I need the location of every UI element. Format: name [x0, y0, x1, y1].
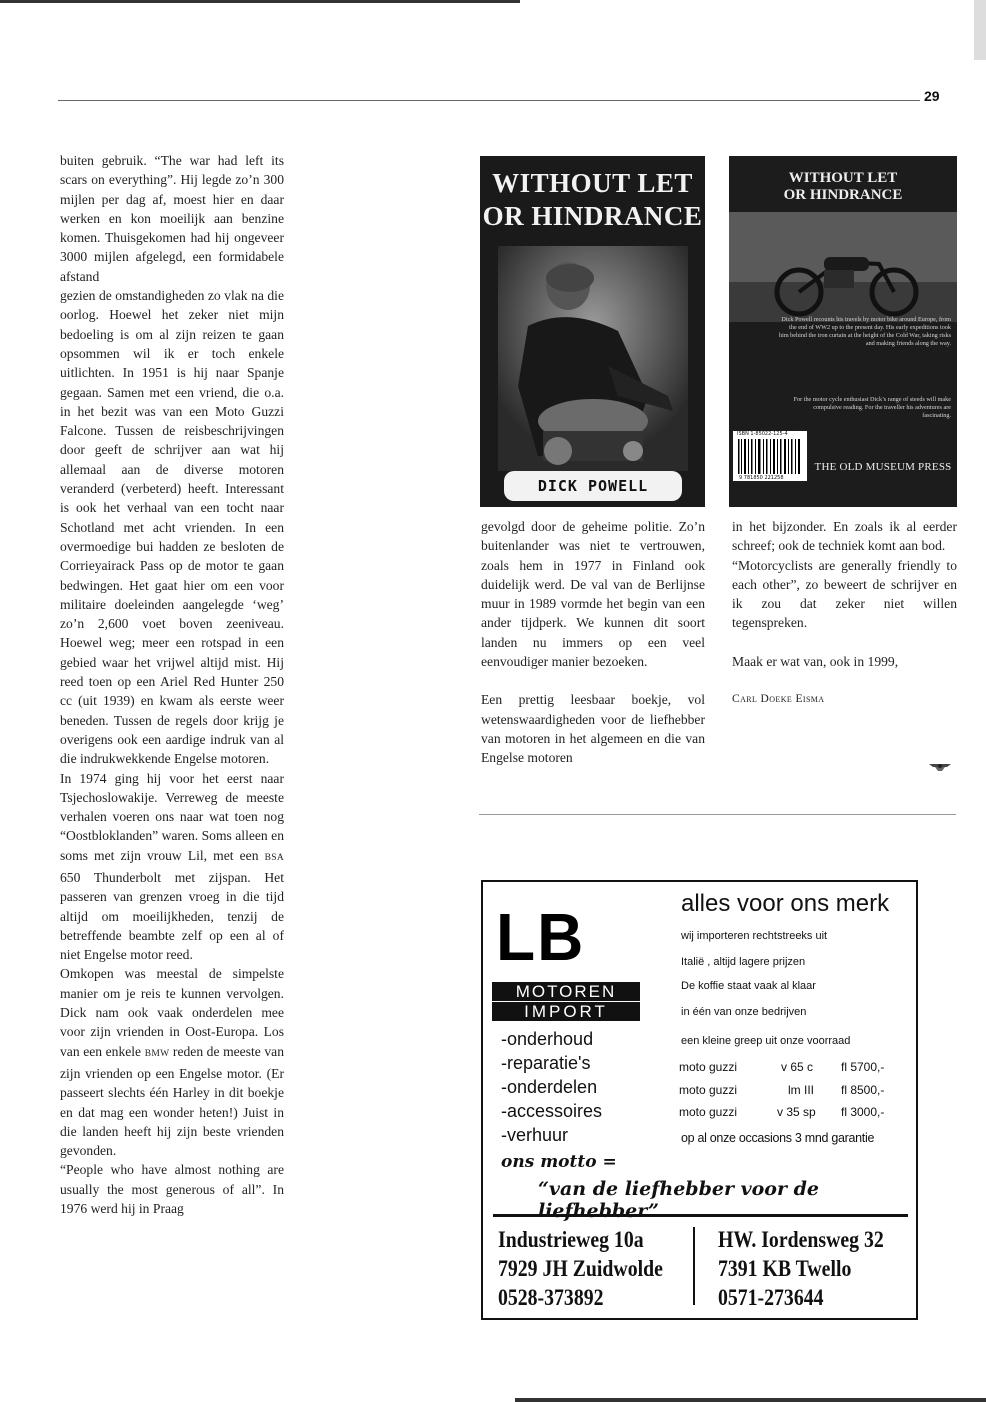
- section-divider: [479, 814, 956, 815]
- service-item: -reparatie's: [501, 1053, 591, 1073]
- dealer-advertisement: [481, 880, 918, 1320]
- back-title-line1: WITHOUT LET: [788, 170, 898, 186]
- address-phone: 0571-273644: [718, 1285, 824, 1310]
- address-phone: 0528-373892: [498, 1285, 604, 1310]
- price-brand: moto guzzi: [679, 1105, 738, 1119]
- rider-photo: [498, 246, 688, 507]
- page-number: 29: [924, 88, 940, 104]
- paragraph: Maak er wat van, ook in 1999,: [732, 653, 899, 669]
- price-value: fl 3000,-: [841, 1105, 885, 1119]
- bmw-abbrev: BMW: [144, 1048, 170, 1059]
- paragraph: gezien de omstandigheden zo vlak na die oorlog. Hoewel het zeker niet mijn bedoeling is om al zijn reizen te gaan opsommen wil ik er toch enkele uitlichten. In 1951 is hij naar Spanje gegaan. Samen met een vriend, die o.a. in het bezit was van een Moto Guzzi Falcone. Tussen de reisbeschrijvingen door geeft de schrijver aan wat hij allemaal aan de diverse motoren veranderd (verbeterd) heeft. Interessant is ook het verhaal van een tocht naar Schotland met acht vrienden. In een overmoedige bui hadden ze besloten de Corrieyairack Pass op de motor te gaan bedwingen. Het gaat hier om een voor militaire doeleinden aangelegde ‘weg’ zo’n 2,600 voet boven zeeniveau. Hoewel weg; meer een rotspad in een gebied waar het vrijwel altijd mist. Hij reed toen op een Ariel Red Hunter 250 cc (uit 1939) en kwam als eerste weer beneden. Tussen de regels door krijg je overigens ook een aardige indruk van al die indrukwekkende Engelse motoren.: [60, 288, 284, 767]
- book-front-cover: [480, 156, 705, 507]
- winged-logo-icon: [928, 760, 952, 774]
- paragraph: buiten gebruik. “The war had left its scars on everything”. Hij legde zo’n 300 mijlen per dag af, moest hier en daar werken en kon moeilijk aan benzine komen. Thuisgekomen had hij ongeveer 3000 mijlen afgelegd, een formidabele afstand: [60, 153, 284, 284]
- address-city: 7929 JH Zuidwolde: [498, 1256, 663, 1281]
- motto-label: ons motto =: [501, 1152, 617, 1172]
- book-back-cover: [729, 156, 957, 507]
- ad-text-line: De koffie staat vaak al klaar: [681, 980, 816, 992]
- ad-text-line: een kleine greep uit onze voorraad: [681, 1035, 851, 1047]
- motorcycle-photo: [729, 212, 957, 322]
- price-model: lm III: [788, 1083, 814, 1097]
- paragraph: Omkopen was meestal de simpelste manier om je reis te kunnen vervolgen. Dick nam ook vaak onderdelen mee voor zijn vrienden in Oost-Europa. Los van een enkele BMW reden de meeste van zijn vrienden op een Engelse motor. (Er passeert slechts één Harley in dit boekje en dat mag een wonder heten!) Juist in die landen heeft hij zijn beste vrienden gevonden.: [60, 966, 285, 1159]
- book-title-line1: WITHOUT LET: [492, 168, 693, 198]
- address-street: Industrieweg 10a: [498, 1227, 644, 1252]
- price-model: v 35 sp: [777, 1105, 816, 1119]
- book-title-line2: OR HINDRANCE: [482, 201, 703, 231]
- publisher: THE OLD MUSEUM PRESS: [814, 461, 952, 473]
- ad-divider: [493, 1214, 908, 1217]
- paragraph: “People who have almost nothing are usually the most generous of all”. In 1976 werd hij in Praag: [60, 1162, 284, 1217]
- header-rule: [58, 100, 920, 101]
- motto-text: “van de liefhebber voor de liefhebber”: [538, 1178, 819, 1222]
- price-model: v 65 c: [781, 1060, 814, 1074]
- scan-edge-bottom: [515, 1398, 986, 1402]
- ad-text-line: Italië , altijd lagere prijzen: [681, 956, 806, 968]
- ad-text-line: wij importeren rechtstreeks uit: [681, 930, 828, 942]
- price-brand: moto guzzi: [679, 1083, 738, 1097]
- scan-edge-right: [974, 0, 986, 60]
- logo-bar-import: IMPORT: [492, 1002, 640, 1021]
- service-item: -accessoires: [501, 1101, 603, 1121]
- back-blurb-2: For the motor cycle enthusiast Dick’s range of steeds will make compulsive reading. For the traveller his adventures are fascinating.: [793, 396, 951, 419]
- lb-logo: LB: [496, 899, 586, 975]
- paragraph: In 1974 ging hij voor het eerst naar Tsjechoslowakije. Verreweg de meeste verhalen voeren ons naar wat toen nog “Oostbloklanden” waren. Soms alleen en soms met zijn vrouw Lil, met een BSA 650 Thunderbolt met zijspan. Het passeren van grenzen vroeg in die tijd altijd om moeilijkheden, tenzij de betreffende beambte zelf op een al of niet Engelse motor reed.: [60, 770, 284, 963]
- ad-vertical-divider: [693, 1227, 695, 1305]
- paragraph: “Motorcyclists are generally friendly to each other”, zo beweert de schrijver en ik zou dat zeker niet willen tegenspreken.: [732, 557, 957, 631]
- service-item: -onderdelen: [501, 1077, 598, 1097]
- isbn-digits: 9 781850 221258: [739, 475, 784, 481]
- address-street: HW. Iordensweg 32: [718, 1227, 884, 1252]
- price-value: fl 8500,-: [841, 1083, 885, 1097]
- price-brand: moto guzzi: [679, 1060, 738, 1074]
- book-author: DICK POWELL: [504, 471, 682, 501]
- scan-edge-top: [0, 0, 520, 3]
- service-item: -verhuur: [501, 1125, 569, 1145]
- address-zuidwolde: [498, 1225, 663, 1312]
- logo-bar-motoren: MOTOREN: [492, 982, 640, 1001]
- barcode: [733, 431, 807, 481]
- service-item: -onderhoud: [501, 1029, 594, 1049]
- ad-headline: alles voor ons merk: [681, 890, 890, 917]
- author-signature: Carl Doeke Eisma: [732, 693, 825, 706]
- address-city: 7391 KB Twello: [718, 1256, 852, 1281]
- ad-text-line: in één van onze bedrijven: [681, 1006, 807, 1018]
- paragraph: gevolgd door de geheime politie. Zo’n buitenlander was niet te vertrouwen, zoals hem in 1977 in Finland ook duidelijk werd. De val van de Berlijnse muur in 1989 vormde het begin van een ander tijdperk. We kunnen dit soort landen nu immers op een veel eenvoudiger manier bezoeken.: [481, 519, 705, 670]
- barcode-icon: [737, 439, 803, 474]
- guarantee-text: op al onze occasions 3 mnd garantie: [681, 1131, 875, 1145]
- isbn-text: ISBN 1-85022-125-4: [737, 431, 788, 437]
- article-column-1: [60, 151, 284, 1218]
- back-blurb: Dick Powell recounts his travels by motor bike around Europe, from the end of WW2 up to the present day. His early expeditions took him behind the iron curtain at the height of the Cold War, taking risks and making friends along the way.: [779, 316, 952, 347]
- address-twello: [718, 1225, 884, 1312]
- bsa-abbrev: BSA: [264, 852, 284, 863]
- paragraph: Een prettig leesbaar boekje, vol wetenswaardigheden voor de liefhebber van motoren in het algemeen en die van Engelse motoren: [481, 692, 705, 766]
- back-title-line2: OR HINDRANCE: [783, 187, 903, 203]
- article-column-2: [481, 517, 705, 768]
- article-column-3: [732, 517, 957, 709]
- paragraph: in het bijzonder. En zoals ik al eerder schreef; ook de techniek komt aan bod.: [732, 519, 957, 554]
- price-value: fl 5700,-: [841, 1060, 885, 1074]
